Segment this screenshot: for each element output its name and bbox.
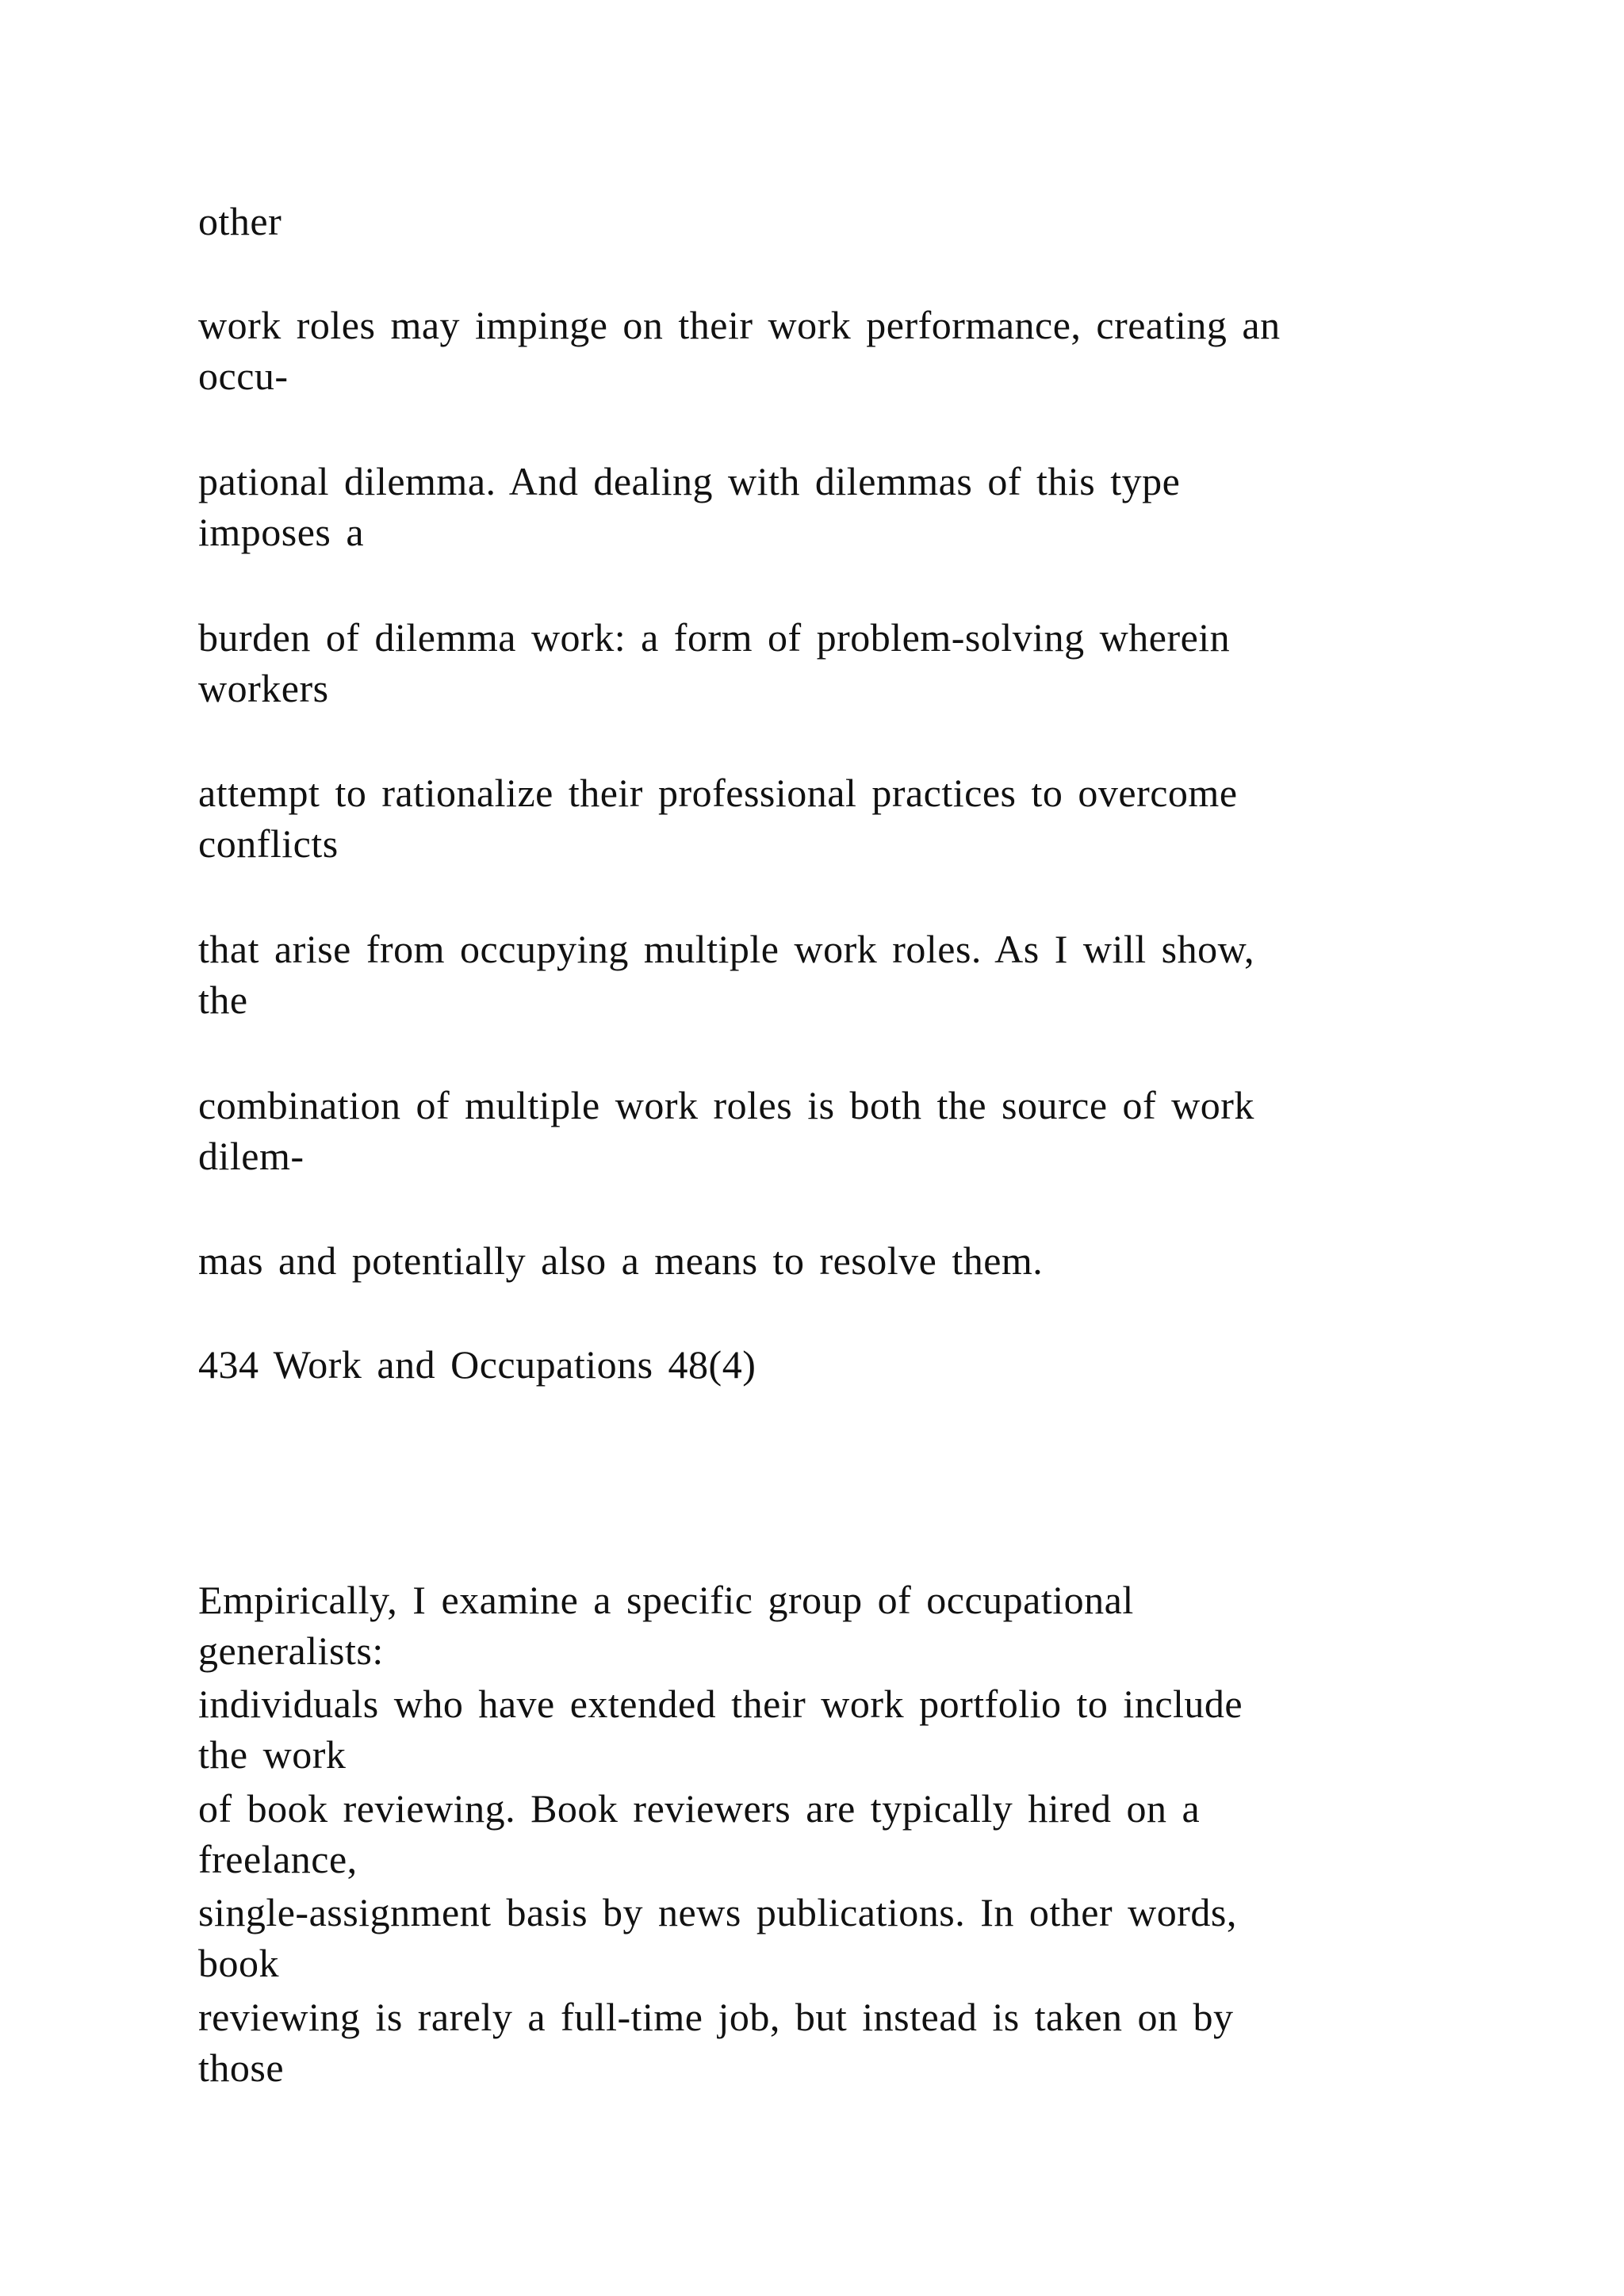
text-line: combination of multiple work roles is both the source of work	[198, 1083, 1254, 1127]
text-line: workers	[198, 666, 329, 710]
text-line: other	[198, 199, 282, 243]
text-line: burden of dilemma work: a form of problem-solving wherein	[198, 615, 1231, 660]
text-line: that arise from occupying multiple work roles. As I will show,	[198, 927, 1254, 971]
text-line: imposes a	[198, 510, 365, 554]
text-line: reviewing is rarely a full-time job, but instead is taken on by	[198, 1995, 1234, 2039]
text-line: Empirically, I examine a specific group of occupational	[198, 1578, 1134, 1622]
text-line: those	[198, 2045, 285, 2090]
text-line: book	[198, 1941, 279, 1985]
text-line: occu-	[198, 354, 289, 398]
text-line: the work	[198, 1732, 347, 1777]
text-line: the	[198, 978, 248, 1022]
text-line: pational dilemma. And dealing with dilemmas of this type	[198, 459, 1181, 503]
text-line: dilem-	[198, 1134, 304, 1178]
text-line: generalists:	[198, 1628, 384, 1673]
running-footer: 434 Work and Occupations 48(4)	[198, 1342, 756, 1387]
text-line: individuals who have extended their work portfolio to include	[198, 1682, 1243, 1726]
text-line: attempt to rationalize their professional practices to overcome	[198, 771, 1238, 815]
text-line: of book reviewing. Book reviewers are typically hired on a	[198, 1786, 1201, 1831]
text-line: single-assignment basis by news publications. In other words,	[198, 1890, 1237, 1934]
text-line: conflicts	[198, 821, 339, 866]
text-line: work roles may impinge on their work performance, creating an	[198, 303, 1281, 347]
text-line: mas and potentially also a means to resolve them.	[198, 1238, 1044, 1283]
text-line: freelance,	[198, 1837, 358, 1881]
